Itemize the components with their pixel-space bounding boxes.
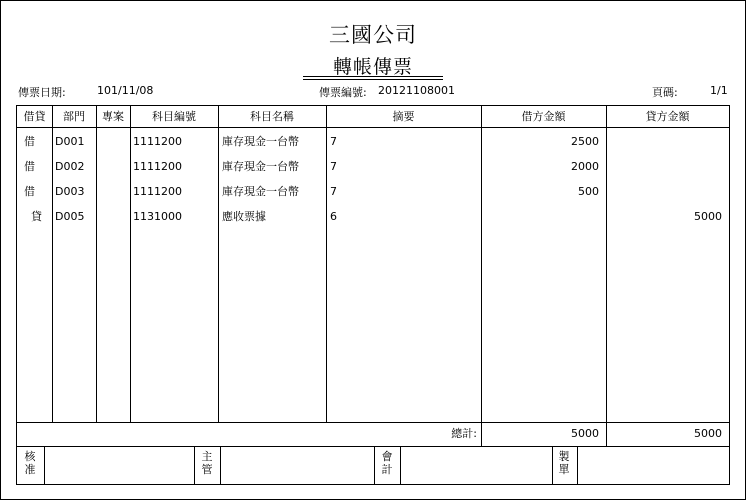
row-credit bbox=[606, 159, 722, 175]
row-memo: 6 bbox=[330, 210, 337, 223]
signature-approve-label bbox=[23, 450, 37, 476]
signature-divider-vertical bbox=[577, 446, 578, 484]
column-header-account-no: 科目編號 bbox=[152, 110, 196, 123]
signature-prepared-char: 製 bbox=[558, 450, 570, 463]
row-debit: 2000 bbox=[571, 160, 599, 173]
signature-prepared-label bbox=[557, 450, 571, 476]
signature-divider-vertical bbox=[552, 446, 553, 484]
row-memo: 7 bbox=[330, 185, 337, 198]
row-account-no: 1131000 bbox=[133, 210, 182, 223]
row-debit bbox=[481, 209, 599, 225]
voucher-number-value: 20121108001 bbox=[378, 84, 455, 97]
row-account-name: 庫存現金一台幣 bbox=[222, 160, 299, 173]
column-divider bbox=[130, 106, 131, 422]
row-account-name: 庫存現金一台幣 bbox=[222, 185, 299, 198]
row-credit bbox=[606, 184, 722, 200]
signature-accounting-label bbox=[380, 450, 394, 476]
column-divider bbox=[218, 106, 219, 422]
signature-divider-vertical bbox=[400, 446, 401, 484]
row-department: D003 bbox=[55, 185, 85, 198]
signature-divider-vertical bbox=[374, 446, 375, 484]
row-memo: 7 bbox=[330, 160, 337, 173]
column-header-project: 專案 bbox=[102, 110, 124, 123]
row-account-name: 應收票據 bbox=[222, 210, 266, 223]
title-underline bbox=[303, 76, 443, 77]
signature-approve-char: 准 bbox=[24, 463, 36, 476]
column-header-memo: 摘要 bbox=[392, 110, 415, 123]
row-dc: 借 bbox=[24, 135, 35, 148]
row-department: D001 bbox=[55, 135, 85, 148]
signature-accounting-char: 會 bbox=[381, 450, 393, 463]
column-header-dc: 借貸 bbox=[23, 110, 46, 123]
column-divider bbox=[96, 106, 97, 422]
signature-supervisor-char: 管 bbox=[201, 463, 213, 476]
column-header-debit: 借方金額 bbox=[521, 110, 566, 123]
column-header-credit: 貸方金額 bbox=[645, 110, 690, 123]
signature-divider-vertical bbox=[220, 446, 221, 484]
row-dc: 借 bbox=[24, 160, 35, 173]
row-account-no: 1111200 bbox=[133, 185, 182, 198]
title-double-underline bbox=[303, 79, 443, 80]
column-divider bbox=[326, 106, 327, 422]
row-dc: 貸 bbox=[31, 210, 42, 223]
row-account-no: 1111200 bbox=[133, 160, 182, 173]
column-header-department: 部門 bbox=[63, 110, 85, 123]
voucher-date-label: 傳票日期: bbox=[18, 86, 66, 99]
row-account-name: 庫存現金一台幣 bbox=[222, 135, 299, 148]
column-divider bbox=[481, 106, 482, 446]
signature-accounting-char: 計 bbox=[381, 463, 393, 476]
row-dc: 借 bbox=[24, 185, 35, 198]
row-credit: 5000 bbox=[694, 210, 722, 223]
page-label: 頁碼: bbox=[652, 86, 678, 99]
column-divider bbox=[52, 106, 53, 422]
header-divider bbox=[17, 127, 729, 128]
voucher-number-label: 傳票編號: bbox=[319, 86, 367, 99]
document-title: 轉帳傳票 bbox=[332, 56, 413, 78]
column-divider bbox=[606, 106, 607, 446]
row-department: D005 bbox=[55, 210, 85, 223]
page-value: 1/1 bbox=[710, 84, 728, 97]
signature-divider-vertical bbox=[194, 446, 195, 484]
row-memo: 7 bbox=[330, 135, 337, 148]
row-credit bbox=[606, 134, 722, 150]
signature-approve-char: 核 bbox=[24, 450, 36, 463]
total-divider bbox=[17, 422, 729, 423]
signature-divider-vertical bbox=[44, 446, 45, 484]
total-label: 總計: bbox=[451, 427, 477, 440]
row-debit: 500 bbox=[578, 185, 599, 198]
company-name: 三國公司 bbox=[329, 23, 417, 47]
voucher-date-value: 101/11/08 bbox=[97, 84, 154, 97]
row-account-no: 1111200 bbox=[133, 135, 182, 148]
voucher-table bbox=[16, 105, 730, 485]
row-debit: 2500 bbox=[571, 135, 599, 148]
signature-supervisor-label bbox=[200, 450, 214, 476]
signature-supervisor-char: 主 bbox=[201, 450, 213, 463]
total-debit: 5000 bbox=[571, 427, 599, 440]
column-header-account-name: 科目名稱 bbox=[250, 110, 294, 123]
signature-prepared-char: 單 bbox=[558, 463, 570, 476]
signature-divider bbox=[17, 446, 729, 447]
row-department: D002 bbox=[55, 160, 85, 173]
total-credit: 5000 bbox=[694, 427, 722, 440]
